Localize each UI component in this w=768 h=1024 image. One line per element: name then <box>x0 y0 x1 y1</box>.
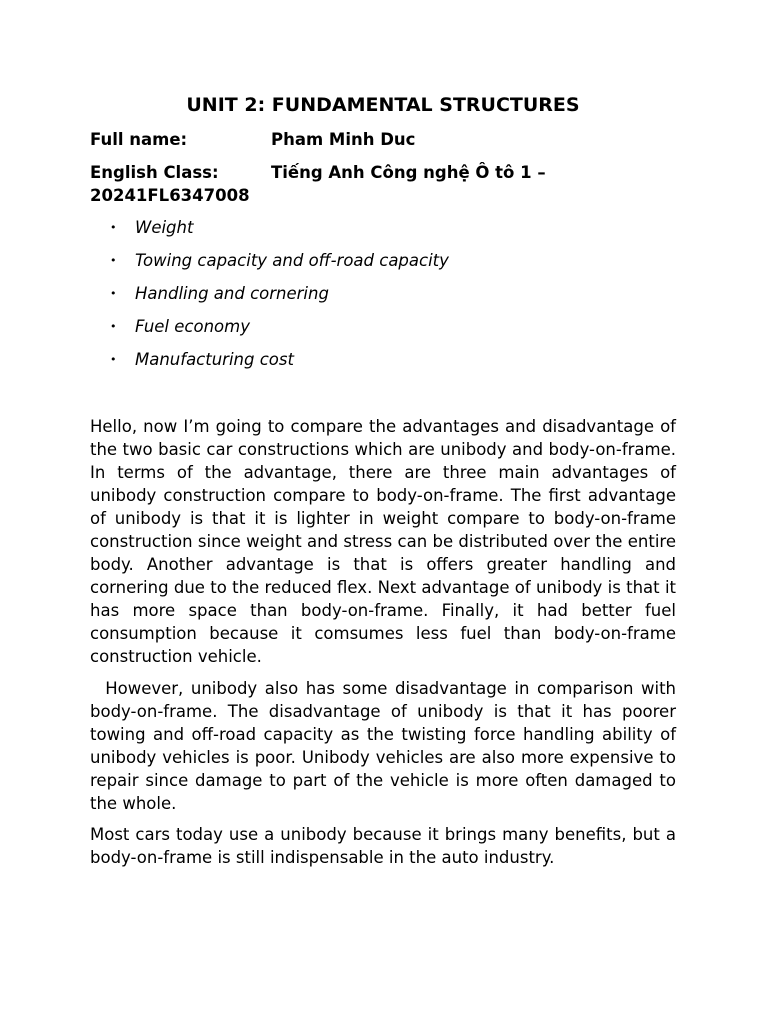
list-item <box>90 315 676 348</box>
full-name-row <box>90 128 676 151</box>
paragraph-advantages: Hello, now I’m going to compare the advantages and disadvantage of the two basic car constructions which are unibody and body-on-frame. In terms of the advantage, there are three main advantages of unibody construction compare to body-on-frame. The first advantage of unibody is that it is lighter in weight compare to body-on-frame construction since weight and stress can be distributed over the entire body. Another advantage is that is offers greater handling and cornering due to the reduced flex. Next advantage of unibody is that it has more space than body-on-frame. Finally, it had better fuel consumption because it comsumes less fuel than body-on-frame construction vehicle. <box>90 417 676 666</box>
english-class-value: Tiếng Anh Công nghệ Ô tô 1 – 20241FL6347008 <box>90 163 546 205</box>
topic-bullet-list <box>90 216 676 381</box>
english-class-label: English Class: <box>90 163 219 182</box>
paragraph-conclusion: Most cars today use a unibody because it brings many benefits, but a body-on-frame is still indispensable in the auto industry. <box>90 825 676 867</box>
document-page <box>90 0 676 1024</box>
bullet-icon: • <box>110 287 117 300</box>
list-item-text: Weight <box>135 218 194 237</box>
english-class-row <box>90 161 676 207</box>
list-item <box>90 249 676 282</box>
list-item-text: Handling and cornering <box>135 284 329 303</box>
list-item <box>90 348 676 381</box>
bullet-icon: • <box>110 221 117 234</box>
full-name-label: Full name: <box>90 130 188 149</box>
list-item-text: Towing capacity and off-road capacity <box>135 251 449 270</box>
document-title: UNIT 2: FUNDAMENTAL STRUCTURES <box>186 94 580 116</box>
bullet-icon: • <box>110 320 117 333</box>
bullet-icon: • <box>110 353 117 366</box>
list-item-text: Manufacturing cost <box>135 350 294 369</box>
list-item <box>90 216 676 249</box>
bullet-icon: • <box>110 254 117 267</box>
paragraph-disadvantages: However, unibody also has some disadvantage in comparison with body-on-frame. The disadvantage of unibody is that it has poorer towing and off-road capacity as the twisting force handling ability of unibody vehicles is poor. Unibody vehicles are also more expensive to repair since damage to part of the vehicle is more often damaged to the whole. <box>90 679 676 813</box>
list-item <box>90 282 676 315</box>
full-name-value: Pham Minh Duc <box>271 130 416 149</box>
list-item-text: Fuel economy <box>135 317 250 336</box>
